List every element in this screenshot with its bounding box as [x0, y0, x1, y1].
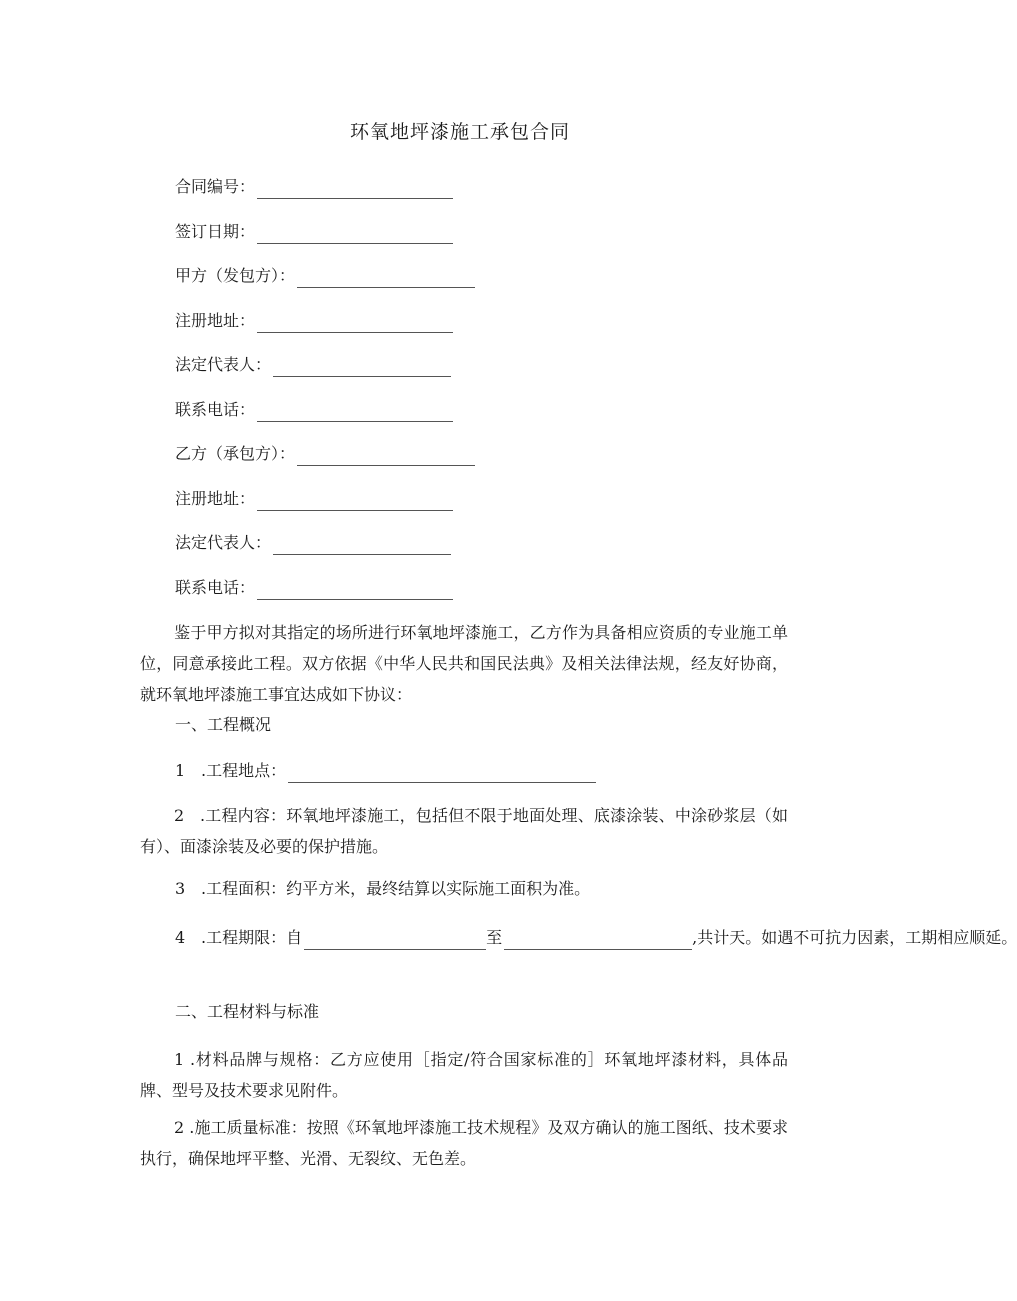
a-phone-row: [175, 398, 453, 422]
material-paragraph: [140, 1044, 788, 1106]
site-location-blank[interactable]: [288, 763, 596, 783]
section-1-heading: 一、工程概况: [175, 715, 272, 734]
document-title: 环氧地坪漆施工承包合同: [349, 121, 570, 143]
work-period-start-label: .工程期限：自: [201, 928, 303, 947]
b-phone-row: [175, 576, 453, 600]
a-rep-blank[interactable]: [273, 357, 451, 377]
contract-no-label: 合同编号：: [175, 177, 256, 196]
work-content-paragraph: [140, 800, 788, 862]
item-number: 3: [175, 879, 186, 898]
b-address-blank[interactable]: [257, 491, 453, 511]
sign-date-row: [175, 220, 453, 244]
work-period-to-label: 至: [486, 928, 503, 947]
a-address-label: 注册地址：: [175, 311, 256, 330]
b-rep-label: 法定代表人：: [175, 533, 272, 552]
work-content-text: .工程内容：环氧地坪漆施工，包括但不限于地面处理、底漆涂装、中涂砂浆层（如有）、面漆涂装及必要的保护措施。: [140, 806, 788, 856]
site-location-label: .工程地点：: [201, 761, 287, 780]
sign-date-label: 签订日期：: [175, 222, 256, 241]
item-number: 4: [175, 928, 186, 947]
a-rep-row: [175, 353, 451, 377]
a-address-blank[interactable]: [257, 313, 453, 333]
a-phone-blank[interactable]: [257, 402, 453, 422]
party-a-label: 甲方（发包方）：: [175, 266, 296, 285]
item-number: 2: [174, 806, 185, 825]
b-phone-label: 联系电话：: [175, 578, 256, 597]
a-address-row: [175, 309, 453, 333]
b-rep-blank[interactable]: [273, 535, 451, 555]
a-phone-label: 联系电话：: [175, 400, 256, 419]
sign-date-blank[interactable]: [257, 224, 453, 244]
b-address-label: 注册地址：: [175, 489, 256, 508]
contract-no-blank[interactable]: [257, 179, 453, 199]
party-b-row: [175, 442, 475, 466]
quality-paragraph: [140, 1112, 788, 1174]
work-period-tail: ,共计天。如遇不可抗力因素，工期相应顺延。: [692, 928, 1017, 947]
contract-no-row: [175, 175, 453, 199]
b-address-row: [175, 487, 453, 511]
site-location-row: [175, 759, 596, 783]
b-phone-blank[interactable]: [257, 580, 453, 600]
intro-paragraph: [140, 617, 788, 710]
item-number: 1: [175, 761, 186, 780]
a-rep-label: 法定代表人：: [175, 355, 272, 374]
start-date-blank[interactable]: [304, 930, 486, 950]
section-2-heading: 二、工程材料与标准: [175, 1002, 320, 1021]
party-a-row: [175, 264, 475, 288]
party-b-label: 乙方（承包方）：: [175, 444, 296, 463]
quality-text: 2 .施工质量标准：按照《环氧地坪漆施工技术规程》及双方确认的施工图纸、技术要求执行，确保地坪平整、光滑、无裂纹、无色差。: [140, 1118, 788, 1168]
work-period-row: [175, 926, 1017, 950]
party-a-blank[interactable]: [297, 268, 475, 288]
intro-text: 鉴于甲方拟对其指定的场所进行环氧地坪漆施工，乙方作为具备相应资质的专业施工单位，同意承接此工程。双方依据《中华人民共和国民法典》及相关法律法规，经友好协商，就环氧地坪漆施工事宜达成如下协议：: [140, 623, 788, 704]
work-area-row: [175, 877, 590, 901]
material-text: 1 .材料品牌与规格：乙方应使用［指定/符合国家标准的］环氧地坪漆材料，具体品牌、型号及技术要求见附件。: [140, 1050, 788, 1100]
party-b-blank[interactable]: [297, 446, 475, 466]
end-date-blank[interactable]: [504, 930, 692, 950]
work-area-text: .工程面积：约平方米，最终结算以实际施工面积为准。: [201, 879, 591, 898]
b-rep-row: [175, 531, 451, 555]
